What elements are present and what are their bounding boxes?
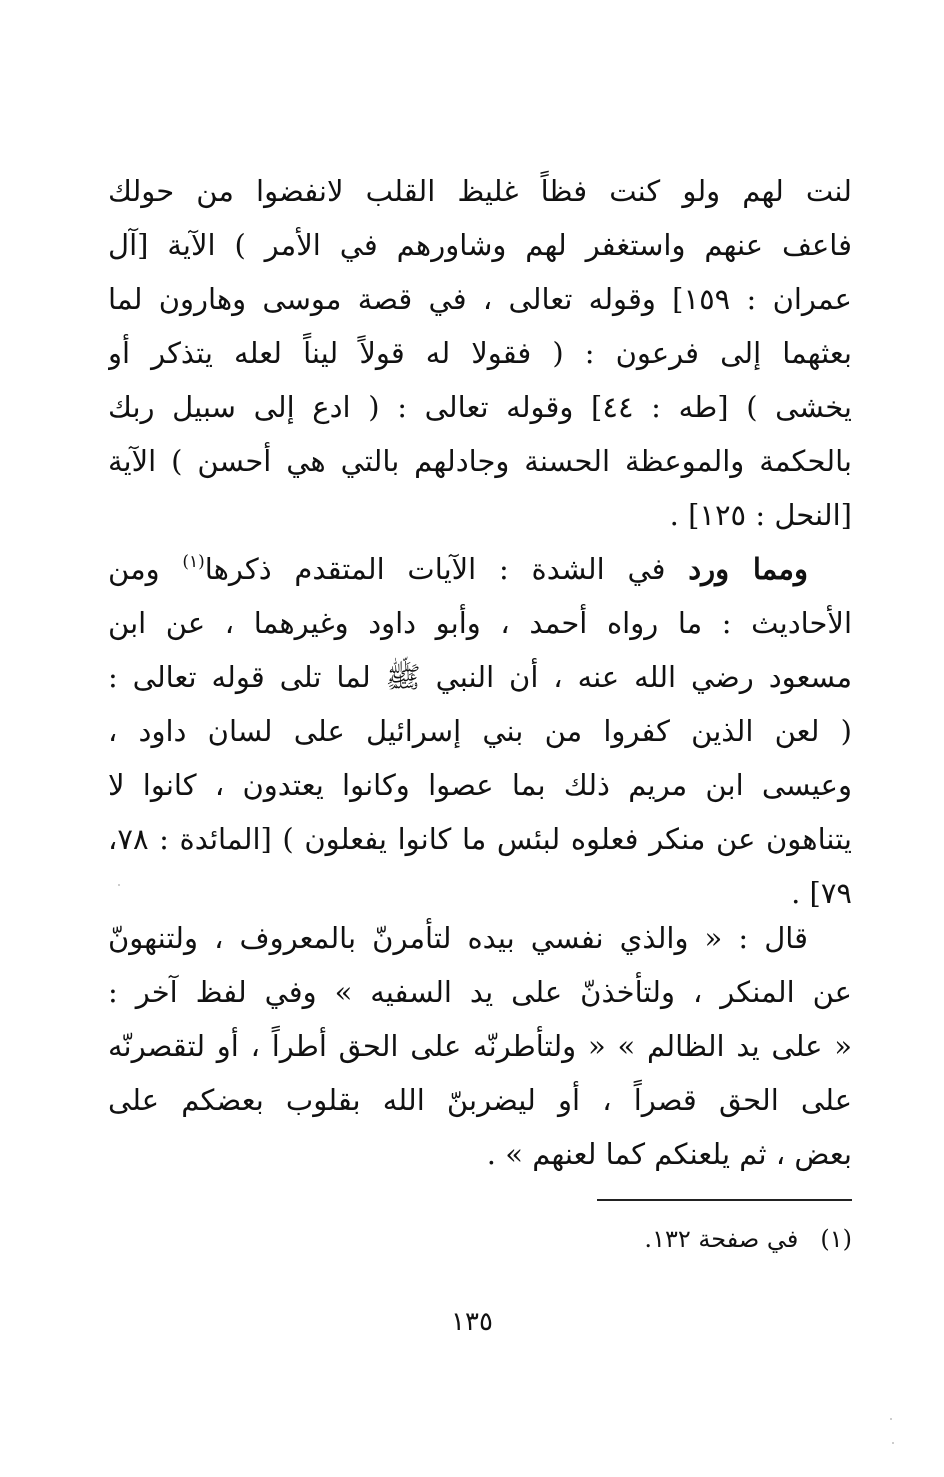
text-line: ( لعن الذين كفروا من بني إسرائيل على لسان داود ،	[108, 714, 852, 748]
text-line: وعيسى ابن مريم ذلك بما عصوا وكانوا يعتدون ، كانوا لا	[108, 768, 852, 802]
paragraph-hadith	[108, 911, 852, 1181]
page-number: ١٣٥	[451, 1307, 493, 1337]
text-line: مسعود رضي الله عنه ، أن النبي ﷺ لما تلى قوله تعالى :	[108, 660, 852, 694]
footnote	[400, 1216, 852, 1262]
footnote-reference[interactable]: (١)	[182, 552, 205, 572]
text-line: عن المنكر ، ولتأخذنّ على يد السفيه » وفي لفظ آخر :	[108, 975, 852, 1009]
text-line: يخشى ) [طه : ٤٤] وقوله تعالى : ( ادع إلى سبيل ربك	[108, 390, 852, 424]
footnote-mark: (١)	[820, 1225, 852, 1253]
text-line: بعض ، ثم يلعنكم كما لعنهم » .	[486, 1137, 852, 1171]
text-line: ٧٩] .	[791, 876, 852, 910]
paragraph-quran-verses	[108, 164, 852, 542]
text-line: عمران : ١٥٩] وقوله تعالى ، في قصة موسى وهارون لما	[108, 282, 852, 316]
text-line: بعثهما إلى فرعون : ( فقولا له قولاً ليناً لعله يتذكر أو	[108, 336, 852, 370]
paragraph-lead-line	[108, 542, 852, 596]
text-line: يتناهون عن منكر فعلوه لبئس ما كانوا يفعلون ) [المائدة : ٧٨،	[108, 822, 852, 856]
footnote-text: في صفحة ١٣٢.	[644, 1225, 799, 1253]
paper-speck	[890, 1418, 892, 1420]
text-line: « على يد الظالم » « ولتأطرنّه على الحق أطراً ، أو لتقصرنّه	[108, 1029, 852, 1063]
text-line: قال : « والذي نفسي بيده لتأمرنّ بالمعروف ، ولتنهونّ	[108, 921, 808, 955]
text-line: بالحكمة والموعظة الحسنة وجادلهم بالتي هي أحسن ) الآية	[108, 444, 852, 478]
lead-text: في الشدة : الآيات المتقدم ذكرها	[204, 552, 689, 586]
paper-speck	[118, 884, 120, 886]
paragraph-severity	[108, 542, 852, 920]
lead-heading: ومما ورد	[688, 552, 808, 586]
text-line: [النحل : ١٢٥] .	[669, 498, 852, 532]
text-line: لنت لهم ولو كنت فظاً غليظ القلب لانفضوا من حولك	[108, 174, 852, 208]
text-line: فاعف عنهم واستغفر لهم وشاورهم في الأمر ) الآية [آل	[108, 228, 852, 262]
lead-end-text: ومن	[108, 552, 183, 586]
text-line: على الحق قصراً ، أو ليضربنّ الله بقلوب بعضكم على	[108, 1083, 852, 1117]
footnote-divider	[597, 1199, 852, 1201]
text-line: الأحاديث : ما رواه أحمد ، وأبو داود وغيرهما ، عن ابن	[108, 606, 852, 640]
paper-speck	[892, 1442, 894, 1444]
